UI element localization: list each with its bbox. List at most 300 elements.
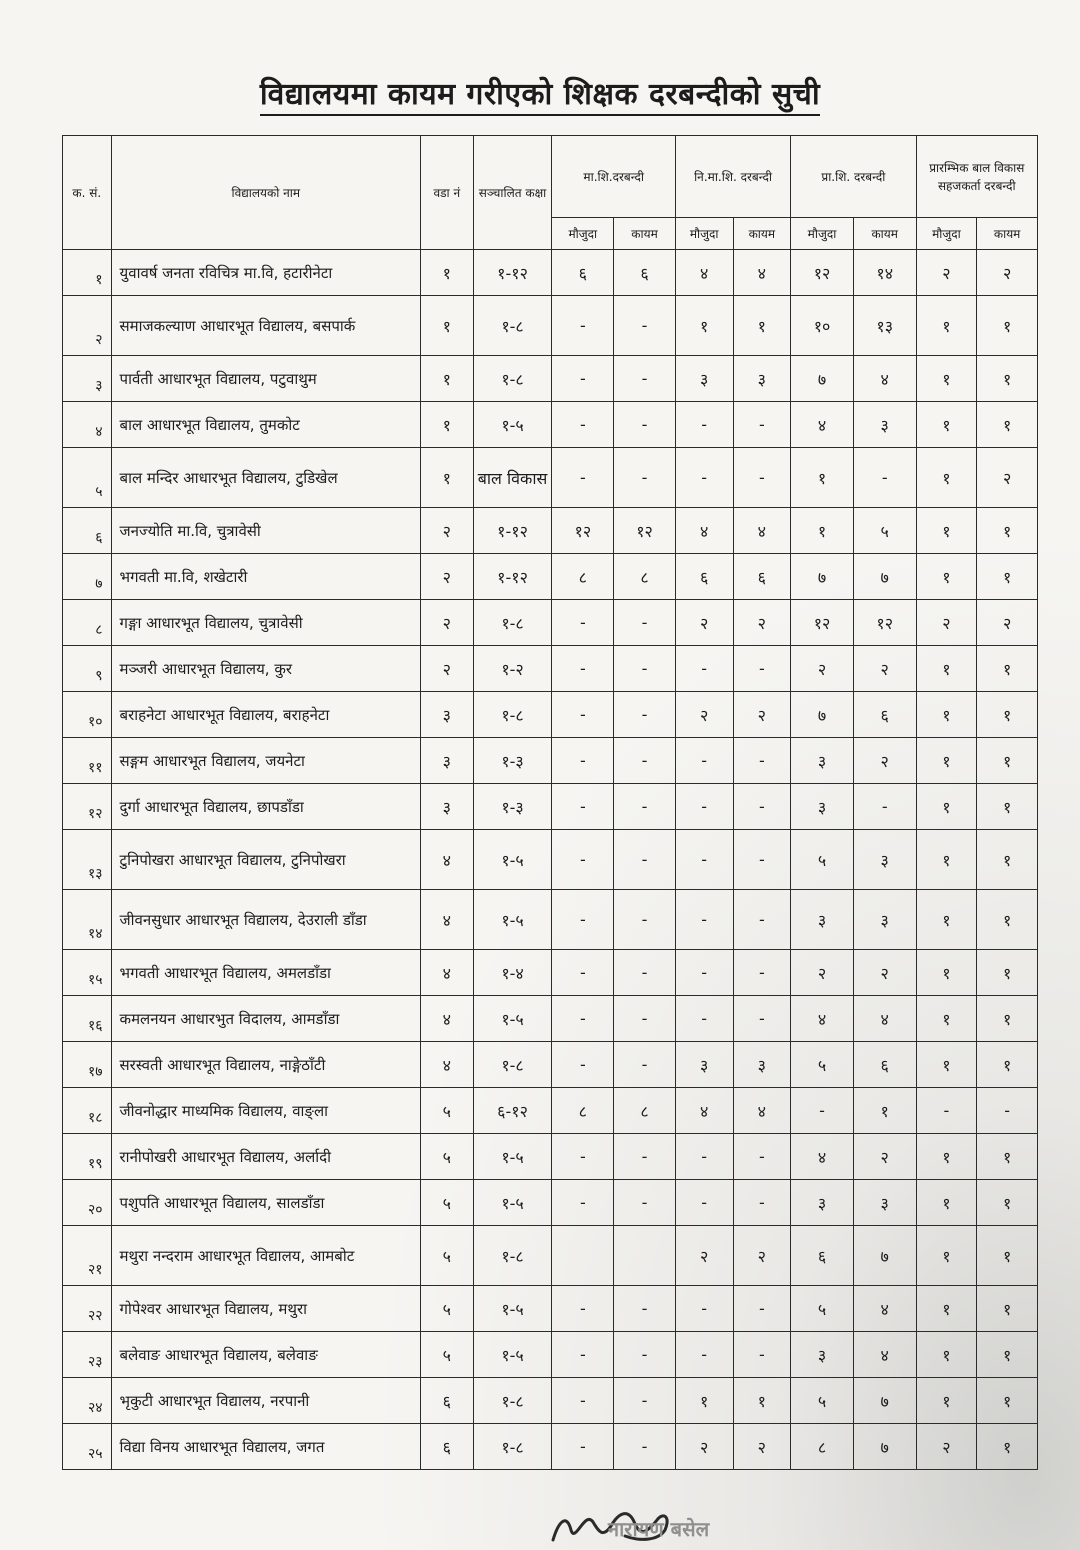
ecd-fixed: १: [977, 1424, 1038, 1470]
ward-number: २: [421, 554, 474, 600]
row-serial-number: ९: [63, 646, 112, 692]
primary-fixed: ५: [853, 508, 916, 554]
grades-offered: १-४: [473, 950, 552, 996]
secondary-existing: -: [552, 356, 614, 402]
row-serial-number: २३: [63, 1332, 112, 1378]
ecd-fixed: १: [977, 402, 1038, 448]
row-serial-number: ६: [63, 508, 112, 554]
grades-offered: १-५: [473, 1286, 552, 1332]
lower-secondary-fixed: १: [733, 1378, 791, 1424]
school-name: बाल आधारभूत विद्यालय, तुमकोट: [111, 402, 420, 448]
ecd-existing: १: [916, 448, 977, 508]
lower-secondary-existing: ३: [675, 356, 733, 402]
teacher-quota-table: [62, 135, 1038, 1470]
secondary-fixed: -: [614, 1424, 676, 1470]
ecd-existing: १: [916, 1378, 977, 1424]
table-row: [63, 950, 1038, 996]
secondary-fixed: -: [614, 1378, 676, 1424]
row-serial-number: १३: [63, 830, 112, 890]
primary-fixed: ७: [853, 1226, 916, 1286]
primary-existing: १२: [791, 600, 854, 646]
school-name: पार्वती आधारभूत विद्यालय, पटुवाथुम: [111, 356, 420, 402]
lower-secondary-existing: -: [675, 738, 733, 784]
table-row: [63, 996, 1038, 1042]
secondary-fixed: -: [614, 1332, 676, 1378]
school-name: विद्या विनय आधारभूत विद्यालय, जगत: [111, 1424, 420, 1470]
primary-existing: २: [791, 646, 854, 692]
secondary-existing: -: [552, 1042, 614, 1088]
ecd-existing: १: [916, 1134, 977, 1180]
secondary-fixed: -: [614, 1286, 676, 1332]
ward-number: ६: [421, 1378, 474, 1424]
ecd-existing: १: [916, 646, 977, 692]
grades-offered: १-१२: [473, 508, 552, 554]
lower-secondary-existing: १: [675, 296, 733, 356]
primary-existing: ५: [791, 1378, 854, 1424]
lower-secondary-existing: -: [675, 830, 733, 890]
subheader-existing: मौजुदा: [552, 218, 614, 250]
table-row: [63, 1134, 1038, 1180]
primary-existing: २: [791, 950, 854, 996]
ecd-existing: २: [916, 600, 977, 646]
subheader-fixed: कायम: [614, 218, 676, 250]
lower-secondary-existing: -: [675, 890, 733, 950]
primary-fixed: १२: [853, 600, 916, 646]
lower-secondary-existing: ३: [675, 1042, 733, 1088]
col-sn-header: क. सं.: [63, 136, 112, 250]
lower-secondary-fixed: -: [733, 448, 791, 508]
ecd-existing: १: [916, 830, 977, 890]
secondary-existing: -: [552, 402, 614, 448]
school-name: गोपेश्वर आधारभूत विद्यालय, मथुरा: [111, 1286, 420, 1332]
lower-secondary-fixed: ६: [733, 554, 791, 600]
lower-secondary-fixed: -: [733, 1134, 791, 1180]
table-row: [63, 250, 1038, 296]
ward-number: १: [421, 448, 474, 508]
lower-secondary-fixed: ४: [733, 1088, 791, 1134]
table-row: [63, 1088, 1038, 1134]
secondary-fixed: -: [614, 950, 676, 996]
table-row: [63, 356, 1038, 402]
ward-number: ४: [421, 830, 474, 890]
table-row: [63, 646, 1038, 692]
ecd-fixed: २: [977, 250, 1038, 296]
school-name: भगवती मा.वि, शखेटारी: [111, 554, 420, 600]
subheader-fixed: कायम: [977, 218, 1038, 250]
lower-secondary-fixed: ४: [733, 250, 791, 296]
grades-offered: १-८: [473, 296, 552, 356]
secondary-fixed: -: [614, 1042, 676, 1088]
grades-offered: बाल विकास: [473, 448, 552, 508]
primary-fixed: २: [853, 1134, 916, 1180]
grades-offered: १-८: [473, 1226, 552, 1286]
secondary-existing: -: [552, 1180, 614, 1226]
row-serial-number: ८: [63, 600, 112, 646]
secondary-existing: -: [552, 448, 614, 508]
ecd-existing: १: [916, 1332, 977, 1378]
secondary-existing: -: [552, 646, 614, 692]
school-name: भृकुटी आधारभूत विद्यालय, नरपानी: [111, 1378, 420, 1424]
lower-secondary-existing: ६: [675, 554, 733, 600]
row-serial-number: ५: [63, 448, 112, 508]
ecd-existing: १: [916, 508, 977, 554]
table-row: [63, 1042, 1038, 1088]
lower-secondary-fixed: ४: [733, 508, 791, 554]
grades-offered: १-५: [473, 402, 552, 448]
primary-fixed: ६: [853, 692, 916, 738]
lower-secondary-fixed: १: [733, 296, 791, 356]
table-row: [63, 1332, 1038, 1378]
row-serial-number: २२: [63, 1286, 112, 1332]
ecd-fixed: १: [977, 508, 1038, 554]
ward-number: २: [421, 600, 474, 646]
lower-secondary-existing: -: [675, 1180, 733, 1226]
secondary-fixed: -: [614, 830, 676, 890]
ward-number: ४: [421, 1042, 474, 1088]
secondary-fixed: ८: [614, 554, 676, 600]
grades-offered: १-८: [473, 1424, 552, 1470]
table-row: [63, 830, 1038, 890]
row-serial-number: १४: [63, 890, 112, 950]
school-name: भगवती आधारभूत विद्यालय, अमलडाँडा: [111, 950, 420, 996]
primary-fixed: ४: [853, 1286, 916, 1332]
secondary-fixed: १२: [614, 508, 676, 554]
table-row: [63, 448, 1038, 508]
subheader-existing: मौजुदा: [791, 218, 854, 250]
table-row: [63, 1180, 1038, 1226]
primary-fixed: ४: [853, 1332, 916, 1378]
primary-fixed: -: [853, 448, 916, 508]
subheader-existing: मौजुदा: [675, 218, 733, 250]
ward-number: ४: [421, 950, 474, 996]
ecd-fixed: १: [977, 890, 1038, 950]
grades-offered: १-८: [473, 1378, 552, 1424]
school-name: गङ्गा आधारभूत विद्यालय, चुत्रावेसी: [111, 600, 420, 646]
primary-existing: ६: [791, 1226, 854, 1286]
table-row: [63, 600, 1038, 646]
lower-secondary-existing: २: [675, 1424, 733, 1470]
grades-offered: १-८: [473, 356, 552, 402]
secondary-existing: ६: [552, 250, 614, 296]
secondary-fixed: ८: [614, 1088, 676, 1134]
lower-secondary-existing: २: [675, 600, 733, 646]
grades-offered: ६-१२: [473, 1088, 552, 1134]
secondary-existing: -: [552, 692, 614, 738]
ecd-existing: १: [916, 1180, 977, 1226]
ward-number: ५: [421, 1180, 474, 1226]
secondary-existing: -: [552, 296, 614, 356]
table-row: [63, 1378, 1038, 1424]
ecd-fixed: १: [977, 554, 1038, 600]
primary-existing: १: [791, 448, 854, 508]
ecd-fixed: १: [977, 1180, 1038, 1226]
lower-secondary-existing: -: [675, 448, 733, 508]
primary-existing: ३: [791, 1332, 854, 1378]
primary-existing: ७: [791, 692, 854, 738]
table-row: [63, 402, 1038, 448]
primary-fixed: -: [853, 784, 916, 830]
row-serial-number: २: [63, 296, 112, 356]
lower-secondary-fixed: ३: [733, 1042, 791, 1088]
lower-secondary-fixed: -: [733, 890, 791, 950]
lower-secondary-fixed: -: [733, 1286, 791, 1332]
secondary-fixed: -: [614, 296, 676, 356]
ecd-existing: २: [916, 1424, 977, 1470]
secondary-existing: १२: [552, 508, 614, 554]
school-name: पशुपति आधारभूत विद्यालय, सालडाँडा: [111, 1180, 420, 1226]
row-serial-number: २४: [63, 1378, 112, 1424]
primary-fixed: ७: [853, 1378, 916, 1424]
document-title: विद्यालयमा कायम गरीएको शिक्षक दरबन्दीको सुची: [0, 72, 1080, 113]
table-row: [63, 738, 1038, 784]
primary-fixed: ३: [853, 402, 916, 448]
ecd-fixed: १: [977, 1378, 1038, 1424]
ward-number: १: [421, 356, 474, 402]
row-serial-number: १९: [63, 1134, 112, 1180]
table-row: [63, 784, 1038, 830]
ecd-existing: २: [916, 250, 977, 296]
primary-fixed: ३: [853, 830, 916, 890]
school-name: सङ्गम आधारभूत विद्यालय, जयनेटा: [111, 738, 420, 784]
school-name: बलेवाङ आधारभूत विद्यालय, बलेवाङ: [111, 1332, 420, 1378]
primary-fixed: ७: [853, 554, 916, 600]
table-row: [63, 692, 1038, 738]
secondary-existing: -: [552, 1332, 614, 1378]
table-row: [63, 1286, 1038, 1332]
lower-secondary-fixed: -: [733, 738, 791, 784]
ward-number: १: [421, 402, 474, 448]
ecd-existing: १: [916, 1042, 977, 1088]
ward-number: ५: [421, 1088, 474, 1134]
lower-secondary-fixed: २: [733, 1226, 791, 1286]
ecd-existing: १: [916, 402, 977, 448]
lower-secondary-existing: -: [675, 646, 733, 692]
primary-fixed: २: [853, 950, 916, 996]
secondary-fixed: -: [614, 784, 676, 830]
secondary-existing: -: [552, 1134, 614, 1180]
ecd-fixed: २: [977, 600, 1038, 646]
row-serial-number: २०: [63, 1180, 112, 1226]
school-name: कमलनयन आधारभुत विदालय, आमडाँडा: [111, 996, 420, 1042]
lower-secondary-existing: -: [675, 784, 733, 830]
school-name: जीवनोद्धार माध्यमिक विद्यालय, वाङ्ला: [111, 1088, 420, 1134]
school-name: जनज्योति मा.वि, चुत्रावेसी: [111, 508, 420, 554]
secondary-existing: -: [552, 784, 614, 830]
primary-existing: -: [791, 1088, 854, 1134]
primary-fixed: ४: [853, 356, 916, 402]
primary-existing: ५: [791, 830, 854, 890]
lower-secondary-fixed: -: [733, 1180, 791, 1226]
lower-secondary-fixed: २: [733, 600, 791, 646]
lower-secondary-existing: -: [675, 402, 733, 448]
secondary-existing: -: [552, 890, 614, 950]
secondary-existing: [552, 1226, 614, 1286]
secondary-fixed: -: [614, 890, 676, 950]
primary-existing: ४: [791, 996, 854, 1042]
table-row: [63, 890, 1038, 950]
grades-offered: १-३: [473, 738, 552, 784]
ward-number: ५: [421, 1286, 474, 1332]
grades-offered: १-८: [473, 600, 552, 646]
primary-existing: ८: [791, 1424, 854, 1470]
primary-existing: ३: [791, 784, 854, 830]
row-serial-number: १२: [63, 784, 112, 830]
secondary-existing: -: [552, 1378, 614, 1424]
secondary-existing: -: [552, 1286, 614, 1332]
secondary-existing: -: [552, 600, 614, 646]
ecd-fixed: २: [977, 448, 1038, 508]
primary-fixed: ४: [853, 996, 916, 1042]
primary-fixed: २: [853, 738, 916, 784]
secondary-existing: -: [552, 950, 614, 996]
ecd-fixed: १: [977, 1226, 1038, 1286]
lower-secondary-fixed: २: [733, 1424, 791, 1470]
col-primary-header: प्रा.शि. दरबन्दी: [791, 136, 916, 218]
lower-secondary-existing: ४: [675, 508, 733, 554]
secondary-fixed: -: [614, 402, 676, 448]
primary-existing: ४: [791, 1134, 854, 1180]
ecd-existing: १: [916, 738, 977, 784]
lower-secondary-existing: १: [675, 1378, 733, 1424]
lower-secondary-existing: २: [675, 692, 733, 738]
ecd-existing: १: [916, 996, 977, 1042]
lower-secondary-existing: -: [675, 950, 733, 996]
grades-offered: १-८: [473, 692, 552, 738]
primary-fixed: २: [853, 646, 916, 692]
ecd-existing: १: [916, 554, 977, 600]
ecd-fixed: १: [977, 784, 1038, 830]
ecd-existing: १: [916, 1286, 977, 1332]
ecd-existing: १: [916, 1226, 977, 1286]
lower-secondary-fixed: -: [733, 950, 791, 996]
secondary-existing: -: [552, 830, 614, 890]
primary-existing: ४: [791, 402, 854, 448]
ecd-existing: १: [916, 356, 977, 402]
primary-fixed: ३: [853, 1180, 916, 1226]
primary-existing: ३: [791, 890, 854, 950]
secondary-existing: ८: [552, 1088, 614, 1134]
school-name: मञ्जरी आधारभूत विद्यालय, कुर: [111, 646, 420, 692]
ecd-fixed: १: [977, 950, 1038, 996]
lower-secondary-existing: ४: [675, 250, 733, 296]
primary-fixed: १३: [853, 296, 916, 356]
secondary-fixed: -: [614, 1134, 676, 1180]
ecd-existing: १: [916, 950, 977, 996]
ward-number: ३: [421, 784, 474, 830]
grades-offered: १-५: [473, 890, 552, 950]
lower-secondary-existing: -: [675, 996, 733, 1042]
grades-offered: १-५: [473, 1332, 552, 1378]
lower-secondary-existing: -: [675, 1286, 733, 1332]
secondary-fixed: -: [614, 738, 676, 784]
primary-existing: ५: [791, 1286, 854, 1332]
lower-secondary-existing: २: [675, 1226, 733, 1286]
ecd-fixed: १: [977, 830, 1038, 890]
grades-offered: १-५: [473, 1180, 552, 1226]
lower-secondary-existing: ४: [675, 1088, 733, 1134]
ecd-existing: १: [916, 784, 977, 830]
grades-offered: १-८: [473, 1042, 552, 1088]
row-serial-number: ११: [63, 738, 112, 784]
secondary-fixed: ६: [614, 250, 676, 296]
ward-number: ३: [421, 692, 474, 738]
secondary-fixed: [614, 1226, 676, 1286]
signature-name: नारायण बसेल: [608, 1517, 710, 1541]
lower-secondary-fixed: -: [733, 1332, 791, 1378]
ecd-fixed: १: [977, 1134, 1038, 1180]
row-serial-number: १७: [63, 1042, 112, 1088]
ecd-fixed: १: [977, 1286, 1038, 1332]
secondary-fixed: -: [614, 1180, 676, 1226]
ecd-fixed: १: [977, 692, 1038, 738]
row-serial-number: १५: [63, 950, 112, 996]
grades-offered: १-५: [473, 996, 552, 1042]
table-body: [63, 250, 1038, 1470]
ward-number: ३: [421, 738, 474, 784]
ward-number: ५: [421, 1226, 474, 1286]
primary-fixed: ३: [853, 890, 916, 950]
ward-number: ४: [421, 890, 474, 950]
ecd-existing: १: [916, 296, 977, 356]
subheader-fixed: कायम: [853, 218, 916, 250]
primary-existing: १२: [791, 250, 854, 296]
ward-number: ६: [421, 1424, 474, 1470]
lower-secondary-fixed: -: [733, 784, 791, 830]
row-serial-number: १८: [63, 1088, 112, 1134]
primary-existing: ५: [791, 1042, 854, 1088]
lower-secondary-fixed: -: [733, 402, 791, 448]
col-secondary-header: मा.शि.दरबन्दी: [552, 136, 675, 218]
secondary-fixed: -: [614, 646, 676, 692]
school-name: समाजकल्याण आधारभूत विद्यालय, बसपार्क: [111, 296, 420, 356]
ward-number: १: [421, 250, 474, 296]
ecd-fixed: १: [977, 996, 1038, 1042]
school-name: बाल मन्दिर आधारभूत विद्यालय, टुडिखेल: [111, 448, 420, 508]
secondary-existing: ८: [552, 554, 614, 600]
secondary-existing: -: [552, 996, 614, 1042]
ward-number: २: [421, 646, 474, 692]
col-lower-secondary-header: नि.मा.शि. दरबन्दी: [675, 136, 790, 218]
school-name: जीवनसुधार आधारभूत विद्यालय, देउराली डाँडा: [111, 890, 420, 950]
primary-fixed: ७: [853, 1424, 916, 1470]
school-name: युवावर्ष जनता रविचित्र मा.वि, हटारीनेटा: [111, 250, 420, 296]
grades-offered: १-१२: [473, 554, 552, 600]
row-serial-number: ३: [63, 356, 112, 402]
col-grades-header: सञ्चालित कक्षा: [473, 136, 552, 250]
ecd-fixed: -: [977, 1088, 1038, 1134]
ward-number: ४: [421, 996, 474, 1042]
school-name: रानीपोखरी आधारभूत विद्यालय, अर्लादी: [111, 1134, 420, 1180]
ward-number: २: [421, 508, 474, 554]
secondary-fixed: -: [614, 448, 676, 508]
lower-secondary-existing: -: [675, 1134, 733, 1180]
ecd-fixed: १: [977, 296, 1038, 356]
ecd-existing: १: [916, 890, 977, 950]
subheader-fixed: कायम: [733, 218, 791, 250]
secondary-fixed: -: [614, 996, 676, 1042]
secondary-fixed: -: [614, 692, 676, 738]
lower-secondary-fixed: २: [733, 692, 791, 738]
primary-existing: १०: [791, 296, 854, 356]
lower-secondary-fixed: -: [733, 646, 791, 692]
grades-offered: १-५: [473, 830, 552, 890]
table-row: [63, 296, 1038, 356]
lower-secondary-fixed: -: [733, 830, 791, 890]
lower-secondary-fixed: -: [733, 996, 791, 1042]
grades-offered: १-५: [473, 1134, 552, 1180]
school-name: टुनिपोखरा आधारभूत विद्यालय, टुनिपोखरा: [111, 830, 420, 890]
grades-offered: १-३: [473, 784, 552, 830]
